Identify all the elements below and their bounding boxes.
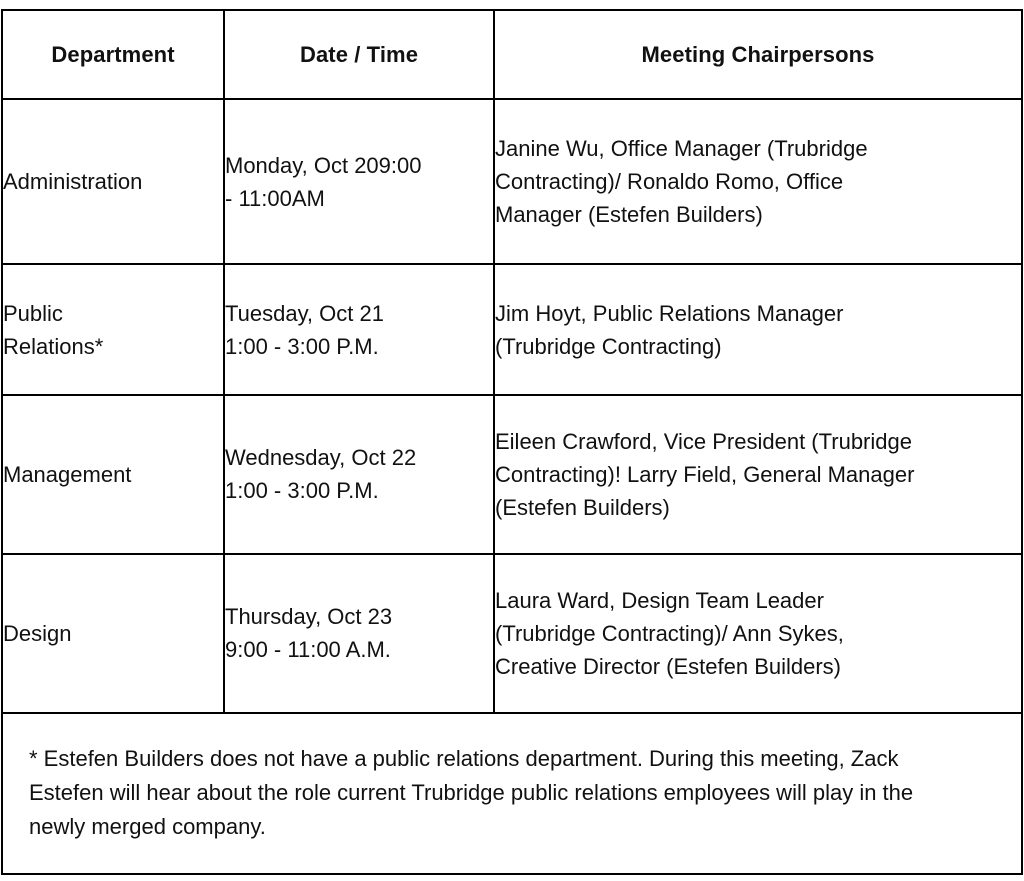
table-row — [2, 395, 1022, 553]
table-header-row — [2, 10, 1022, 99]
meeting-chairpersons: Laura Ward, Design Team Leader (Trubridge Contracting)/ Ann Sykes, Creative Director (Estefen Builders) — [495, 587, 844, 679]
date-time-cell — [224, 554, 494, 713]
department-name: Management — [3, 461, 132, 487]
department-name: Administration — [3, 169, 143, 195]
chairpersons-cell — [494, 264, 1022, 395]
meeting-date-time: Monday, Oct 209:00 - 11:00AM — [225, 152, 422, 211]
department-name: Design — [3, 620, 72, 646]
table-row — [2, 264, 1022, 395]
meeting-date-time: Tuesday, Oct 21 1:00 - 3:00 P.M. — [225, 300, 384, 359]
department-cell — [2, 554, 224, 713]
meeting-chairpersons: Jim Hoyt, Public Relations Manager (Trubridge Contracting) — [495, 300, 844, 359]
table-row — [2, 99, 1022, 264]
table-row — [2, 554, 1022, 713]
meeting-date-time: Wednesday, Oct 22 1:00 - 3:00 P.M. — [225, 445, 417, 504]
chairpersons-cell — [494, 554, 1022, 713]
footnote-text: * Estefen Builders does not have a public relations department. During this meeting, Zack Estefen will hear about the role current Trubridge public relations employees will play in the newly merged company. — [29, 746, 914, 840]
department-cell — [2, 264, 224, 395]
date-time-cell — [224, 99, 494, 264]
date-time-cell — [224, 264, 494, 395]
header-meeting-chairpersons: Meeting Chairpersons — [494, 10, 1022, 99]
chairpersons-cell — [494, 99, 1022, 264]
footnote-row — [2, 713, 1022, 874]
date-time-cell — [224, 395, 494, 553]
meeting-schedule-document — [1, 9, 1021, 875]
department-cell — [2, 395, 224, 553]
meeting-date-time: Thursday, Oct 23 9:00 - 11:00 A.M. — [225, 604, 393, 663]
department-cell — [2, 99, 224, 264]
meeting-schedule-table — [1, 9, 1023, 875]
header-date-time: Date / Time — [224, 10, 494, 99]
chairpersons-cell — [494, 395, 1022, 553]
department-name: Public Relations* — [3, 300, 104, 359]
header-department: Department — [2, 10, 224, 99]
footnote-cell — [2, 713, 1022, 874]
meeting-chairpersons: Eileen Crawford, Vice President (Trubridge Contracting)! Larry Field, General Manager (Estefen Builders) — [495, 428, 915, 520]
meeting-chairpersons: Janine Wu, Office Manager (Trubridge Contracting)/ Ronaldo Romo, Office Manager (Estefen Builders) — [495, 136, 868, 228]
